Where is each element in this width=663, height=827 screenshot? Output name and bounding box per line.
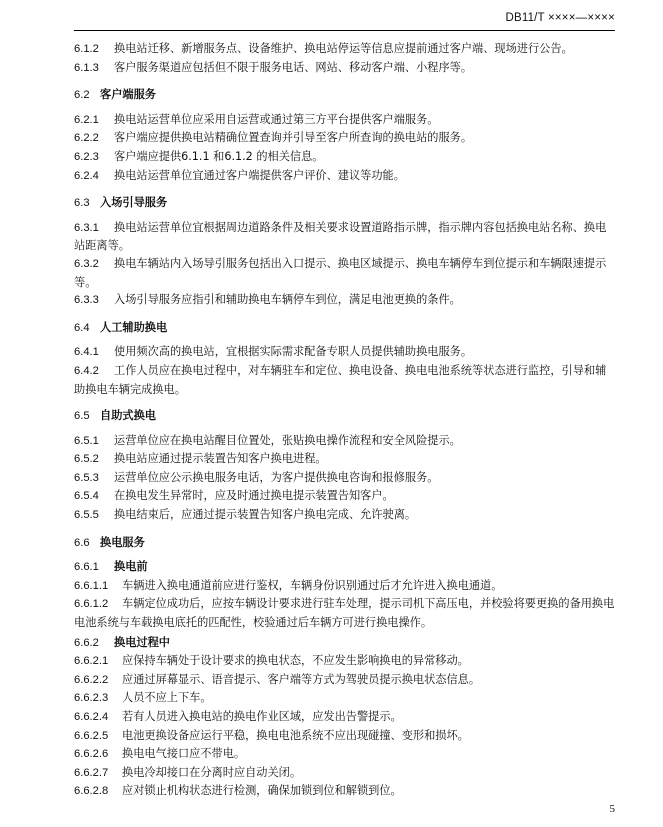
clause-text: 换电车辆站内入场导引服务包括出入口提示、换电区域提示、换电车辆停车到位提示和车辆限速提示等。: [74, 256, 607, 289]
section-title: 换电服务: [100, 535, 145, 549]
clause-number: 6.1.2: [74, 43, 99, 55]
section-heading: [74, 319, 615, 338]
clause-text: 入场引导服务应指引和辅助换电车辆停车到位，满足电池更换的条件。: [114, 293, 461, 307]
clause-text: 车辆进入换电通道前应进行鉴权，车辆身份识别通过后才允许进入换电通道。: [122, 578, 503, 592]
clause-text: 工作人员应在换电过程中，对车辆驻车和定位、换电设备、换电电池系统等状态进行监控，引导和辅助换电车辆完成换电。: [74, 363, 607, 396]
clause-paragraph: [74, 506, 615, 525]
clause-number: 6.2.4: [74, 169, 99, 182]
clause-text: 客户端应提供6.1.1 和6.1.2 的相关信息。: [114, 149, 324, 163]
clause-text: 换电站应通过提示装置告知客户换电进程。: [114, 452, 327, 466]
clause-number: 6.6.2.2: [74, 673, 109, 686]
document-header: DB11/T ××××—××××: [505, 12, 615, 24]
subsection-title: 换电前: [114, 560, 148, 574]
clause-text: 电池更换设备应运行平稳，换电电池系统不应出现碰撞、变形和损坏。: [122, 728, 469, 742]
clause-number: 6.5.2: [74, 453, 99, 466]
clause-text: 车辆定位成功后，应按车辆设计要求进行驻车处理，提示司机下高压电，并校验将要更换的备用换电电池系统与车载换电底托的匹配性，校验通过后车辆方可进行换电操作。: [74, 597, 615, 630]
clause-paragraph: [74, 291, 615, 310]
clause-number: 6.2.2: [74, 132, 99, 145]
subsection-heading: [74, 634, 615, 653]
clause-paragraph: [74, 219, 615, 255]
clause-number: 6.5.4: [74, 490, 99, 503]
clause-paragraph: [74, 59, 615, 78]
page-number: 5: [609, 803, 615, 815]
clause-paragraph: [74, 745, 615, 764]
section-title: 客户端服务: [100, 88, 156, 102]
clause-paragraph: [74, 40, 615, 59]
clause-paragraph: [74, 577, 615, 596]
clause-text: 应保持车辆处于设计要求的换电状态，不应发生影响换电的异常移动。: [122, 654, 469, 668]
clause-number: 6.3.3: [74, 294, 99, 307]
clause-text: 客户服务渠道应包括但不限于服务电话、网站、移动客户端、小程序等。: [114, 60, 473, 74]
clause-paragraph: [74, 487, 615, 506]
section-heading: [74, 86, 615, 105]
clause-paragraph: [74, 450, 615, 469]
clause-text: 运营单位应公示换电服务电话，为客户提供换电咨询和报修服务。: [114, 470, 439, 484]
clause-text: 若有人员进入换电站的换电作业区域，应发出告警提示。: [122, 710, 402, 723]
clause-number: 6.4.1: [74, 346, 99, 359]
clause-number: 6.6.2.3: [74, 692, 109, 705]
clause-paragraph: [74, 343, 615, 362]
subsection-title: 换电过程中: [114, 635, 170, 649]
clause-paragraph: [74, 689, 615, 708]
clause-text: 换电站运营单位宜根据周边道路条件及相关要求设置道路指示牌，指示牌内容包括换电站名称、换电站距离等。: [74, 220, 607, 253]
clause-paragraph: [74, 595, 615, 631]
document-body: [74, 40, 615, 801]
clause-paragraph: [74, 167, 615, 186]
header-rule: [74, 30, 615, 31]
section-title: 人工辅助换电: [100, 320, 168, 334]
section-number: 6.6: [74, 536, 90, 549]
clause-number: 6.2.1: [74, 113, 99, 126]
clause-number: 6.2.3: [74, 150, 99, 163]
clause-number: 6.5.3: [74, 471, 99, 484]
clause-number: 6.1.3: [74, 61, 99, 74]
clause-paragraph: [74, 129, 615, 148]
clause-number: 6.4.2: [74, 364, 99, 377]
clause-number: 6.6.1.1: [74, 579, 109, 592]
clause-text: 应通过屏幕显示、语音提示、客户端等方式为驾驶员提示换电状态信息。: [122, 672, 481, 686]
clause-text: 在换电发生异常时，应及时通过换电提示装置告知客户。: [114, 489, 394, 503]
subsection-number: 6.6.1: [74, 561, 99, 574]
clause-paragraph: [74, 432, 615, 451]
clause-text: 换电站运营单位应采用自运营或通过第三方平台提供客户端服务。: [114, 112, 439, 126]
clause-number: 6.6.2.4: [74, 711, 109, 723]
clause-paragraph: [74, 362, 615, 398]
clause-number: 6.6.1.2: [74, 598, 109, 611]
section-heading: [74, 194, 615, 213]
clause-text: 使用频次高的换电站，宜根据实际需求配备专职人员提供辅助换电服务。: [114, 345, 473, 359]
clause-number: 6.3.1: [74, 221, 99, 234]
clause-text: 换电电气接口应不带电。: [122, 747, 246, 761]
section-number: 6.5: [74, 410, 90, 423]
clause-number: 6.5.1: [74, 434, 99, 447]
clause-text: 换电结束后，应通过提示装置告知客户换电完成、允许驶离。: [114, 508, 417, 522]
clause-paragraph: [74, 708, 615, 727]
clause-paragraph: [74, 782, 615, 801]
clause-text: 换电站迁移、新增服务点、设备维护、换电站停运等信息应提前通过客户端、现场进行公告。: [114, 42, 573, 55]
clause-number: 6.6.2.1: [74, 655, 109, 668]
clause-text: 人员不应上下车。: [122, 691, 212, 705]
section-title: 自助式换电: [100, 409, 156, 423]
section-number: 6.4: [74, 321, 90, 334]
clause-text: 换电冷却接口在分离时应自动关闭。: [122, 765, 302, 779]
clause-number: 6.6.2.8: [74, 785, 109, 798]
clause-number: 6.6.2.7: [74, 766, 109, 779]
clause-paragraph: [74, 727, 615, 746]
clause-text: 运营单位应在换电站醒目位置处，张贴换电操作流程和安全风险提示。: [114, 433, 461, 447]
section-number: 6.2: [74, 89, 90, 102]
clause-paragraph: [74, 148, 615, 167]
clause-number: 6.6.2.6: [74, 748, 109, 761]
clause-paragraph: [74, 671, 615, 690]
clause-paragraph: [74, 764, 615, 783]
section-heading: [74, 407, 615, 426]
clause-paragraph: [74, 652, 615, 671]
clause-paragraph: [74, 469, 615, 488]
section-title: 入场引导服务: [100, 196, 168, 210]
clause-text: 应对锁止机构状态进行检测，确保加锁到位和解锁到位。: [122, 784, 402, 798]
clause-number: 6.3.2: [74, 257, 99, 270]
clause-text: 客户端应提供换电站精确位置查询并引导至客户所查询的换电站的服务。: [114, 131, 473, 145]
clause-paragraph: [74, 111, 615, 130]
section-number: 6.3: [74, 197, 90, 210]
clause-text: 换电站运营单位宜通过客户端提供客户评价、建议等功能。: [114, 168, 405, 182]
clause-paragraph: [74, 255, 615, 291]
section-heading: [74, 534, 615, 553]
subsection-number: 6.6.2: [74, 636, 99, 649]
clause-number: 6.6.2.5: [74, 729, 109, 742]
clause-number: 6.5.5: [74, 509, 99, 522]
subsection-heading: [74, 558, 615, 577]
